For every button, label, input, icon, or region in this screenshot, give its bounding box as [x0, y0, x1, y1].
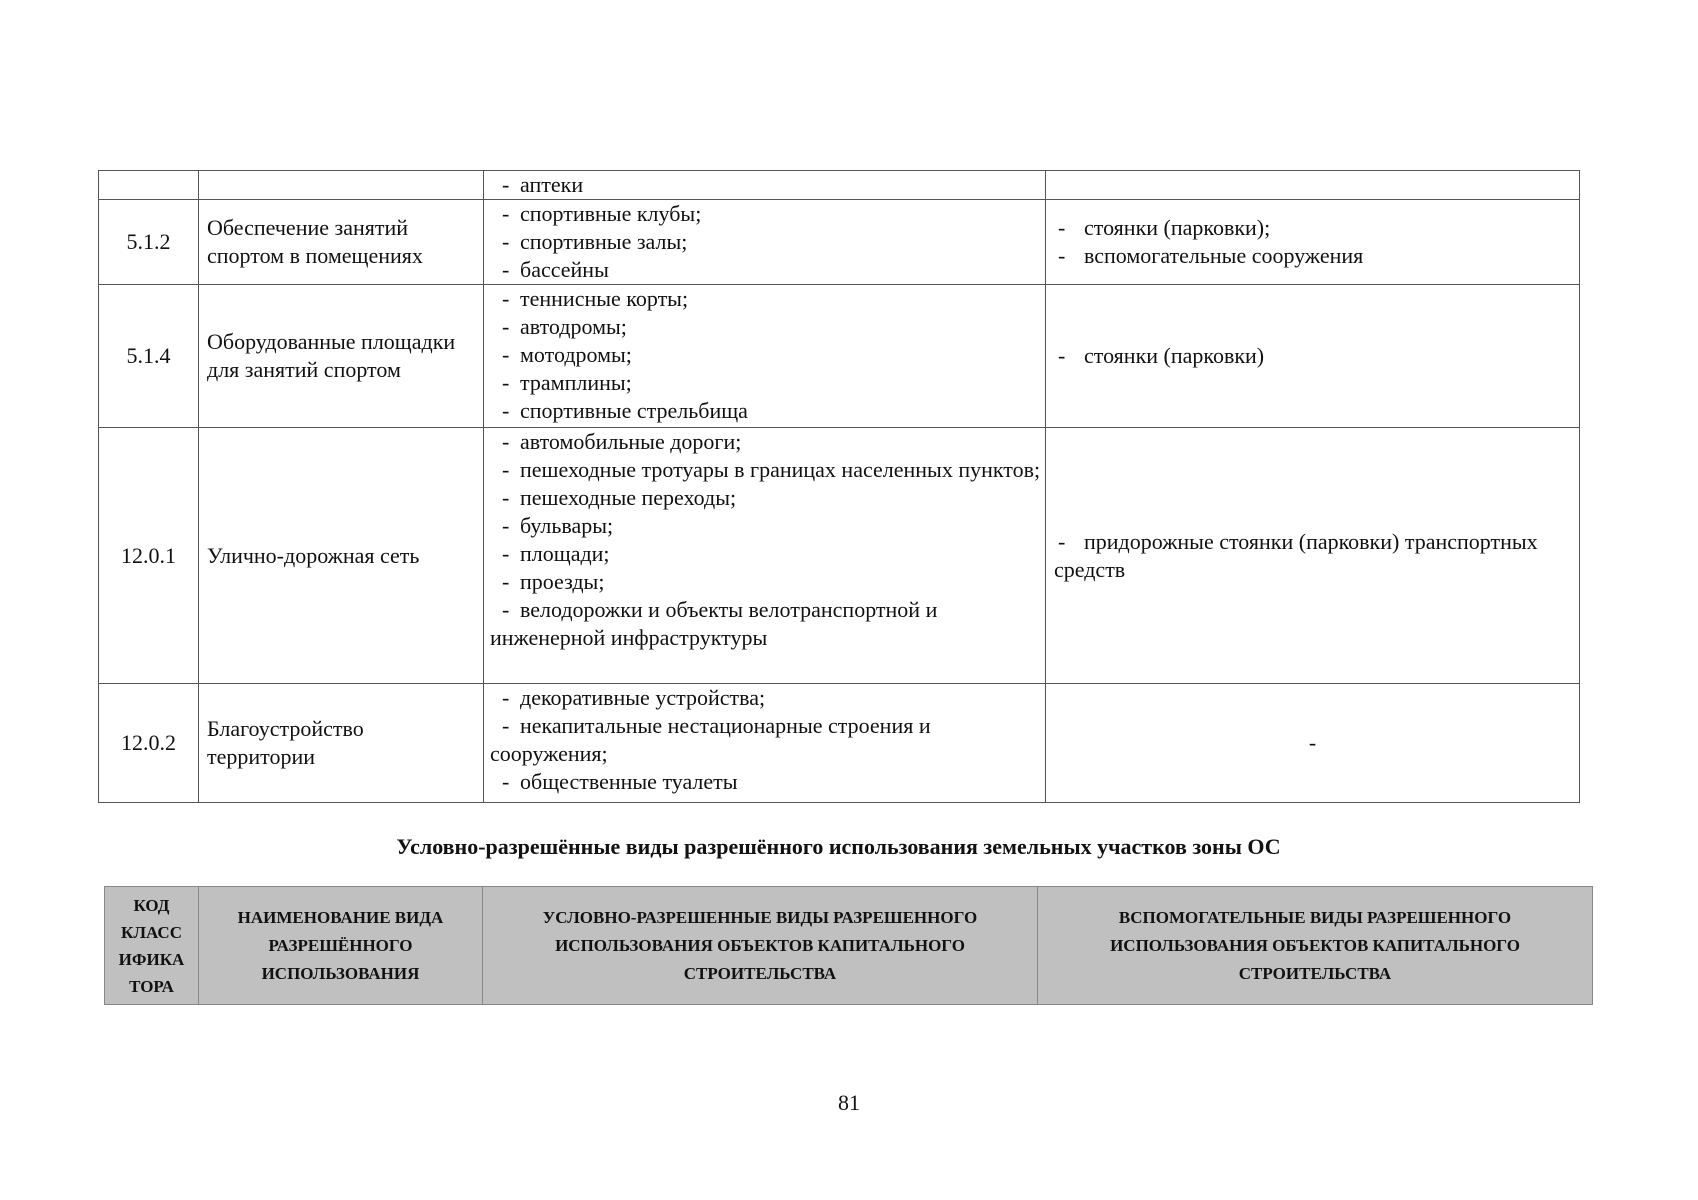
main-use-item [490, 684, 1041, 712]
row-code: 5.1.4 [99, 285, 199, 428]
list-dash: - [502, 370, 510, 395]
main-use-item [490, 313, 1041, 341]
list-dash: - [1058, 215, 1066, 240]
main-use-text: спортивные стрельбища [520, 398, 748, 423]
main-use-text: пешеходные тротуары в границах населенных пунктов; [520, 457, 1041, 482]
main-use-item [490, 512, 1041, 540]
main-use-text: некапитальные нестационарные строения и сооружения; [490, 713, 931, 766]
main-use-item [490, 200, 1041, 228]
main-use-item [490, 285, 1041, 313]
list-dash: - [502, 286, 510, 311]
aux-use-text: придорожные стоянки (парковки) транспортных средств [1054, 528, 1538, 582]
list-dash: - [502, 342, 510, 367]
main-use-item [490, 369, 1041, 397]
list-dash: - [502, 513, 510, 538]
main-use-item [490, 256, 1041, 284]
table-row [99, 285, 1580, 428]
aux-use-text: стоянки (парковки); [1084, 215, 1271, 240]
main-use-item [490, 341, 1041, 369]
main-use-item [490, 712, 1041, 768]
header-code [105, 887, 199, 1005]
row-use-name: Оборудованные площадки для занятий спортом [199, 285, 484, 428]
main-use-item [490, 768, 1041, 796]
list-dash: - [502, 398, 510, 423]
header-code-line: КЛАСС [121, 922, 182, 942]
main-use-text: автомобильные дороги; [520, 429, 742, 454]
row-aux-uses: - [1046, 684, 1580, 803]
main-use-item [490, 428, 1041, 456]
row-code: 12.0.2 [99, 684, 199, 803]
aux-use-item [1054, 528, 1571, 584]
row-aux-uses [1046, 285, 1580, 428]
main-use-text: автодромы; [520, 314, 627, 339]
main-use-item [490, 596, 1041, 652]
row-aux-uses [1046, 200, 1580, 285]
main-use-text: теннисные корты; [520, 286, 689, 311]
header-row [105, 887, 1593, 1005]
list-dash: - [502, 769, 510, 794]
main-use-text: велодорожки и объекты велотранспортной и инженерной инфраструктуры [490, 597, 938, 650]
header-main-uses: УСЛОВНО-РАЗРЕШЕННЫЕ ВИДЫ РАЗРЕШЕННОГО ИСПОЛЬЗОВАНИЯ ОБЪЕКТОВ КАПИТАЛЬНОГО СТРОИТЕЛЬСТВА [483, 887, 1038, 1005]
main-use-item [490, 228, 1041, 256]
list-dash: - [1058, 528, 1066, 554]
main-use-text: декоративные устройства; [520, 685, 766, 710]
table-row [99, 200, 1580, 285]
main-use-text: мотодромы; [520, 342, 632, 367]
main-use-text: бассейны [520, 257, 609, 282]
conditional-use-table-header [104, 886, 1593, 1005]
row-code [99, 171, 199, 200]
page-number: 81 [838, 1090, 860, 1115]
list-dash: - [1058, 243, 1066, 268]
row-code: 12.0.1 [99, 428, 199, 684]
main-use-text: спортивные клубы; [520, 201, 702, 226]
aux-use-item [1054, 342, 1571, 370]
main-use-item [490, 484, 1041, 512]
list-dash: - [502, 713, 510, 738]
row-main-uses [484, 171, 1046, 200]
row-use-name: Улично-дорожная сеть [199, 428, 484, 684]
main-use-text: спортивные залы; [520, 229, 688, 254]
row-aux-uses [1046, 428, 1580, 684]
main-use-text: бульвары; [520, 513, 614, 538]
row-aux-uses [1046, 171, 1580, 200]
main-use-text: площади; [520, 541, 610, 566]
list-dash: - [502, 257, 510, 282]
row-main-uses [484, 428, 1046, 684]
land-use-table-body [99, 171, 1580, 803]
section-heading: Условно-разрешённые виды разрешённого использования земельных участков зоны ОС [396, 834, 1281, 859]
aux-use-text: стоянки (парковки) [1084, 343, 1265, 368]
header-code-line: ТОРА [129, 976, 174, 996]
main-use-text: общественные туалеты [520, 769, 738, 794]
header-name: НАИМЕНОВАНИЕ ВИДА РАЗРЕШЁННОГО ИСПОЛЬЗОВАНИЯ [199, 887, 483, 1005]
aux-use-item [1054, 214, 1571, 242]
row-use-name [199, 171, 484, 200]
row-use-name: Благоустройство территории [199, 684, 484, 803]
list-dash: - [502, 685, 510, 710]
row-main-uses [484, 684, 1046, 803]
table-row [99, 428, 1580, 684]
header-code-line: ИФИКА [118, 949, 185, 969]
list-dash: - [502, 485, 510, 510]
list-dash: - [502, 201, 510, 226]
table-row [99, 171, 1580, 200]
main-use-text: аптеки [520, 172, 584, 197]
header-code-line: КОД [133, 895, 170, 915]
table-row [99, 684, 1580, 803]
main-use-item [490, 568, 1041, 596]
main-use-item [490, 456, 1041, 484]
main-use-item [490, 171, 1041, 199]
row-code: 5.1.2 [99, 200, 199, 285]
aux-use-text: вспомогательные сооружения [1084, 243, 1364, 268]
list-dash: - [502, 569, 510, 594]
main-use-text: трамплины; [520, 370, 632, 395]
list-dash: - [502, 541, 510, 566]
list-dash: - [502, 229, 510, 254]
list-dash: - [502, 172, 510, 197]
row-use-name: Обеспечение занятий спортом в помещениях [199, 200, 484, 285]
list-dash: - [502, 429, 510, 454]
aux-use-item [1054, 242, 1571, 270]
main-use-text: проезды; [520, 569, 605, 594]
header-aux-uses: ВСПОМОГАТЕЛЬНЫЕ ВИДЫ РАЗРЕШЕННОГО ИСПОЛЬЗОВАНИЯ ОБЪЕКТОВ КАПИТАЛЬНОГО СТРОИТЕЛЬСТВА [1038, 887, 1593, 1005]
list-dash: - [502, 457, 510, 482]
row-main-uses [484, 285, 1046, 428]
list-dash: - [1058, 343, 1066, 368]
main-use-text: пешеходные переходы; [520, 485, 737, 510]
main-use-item [490, 540, 1041, 568]
main-use-item [490, 397, 1041, 425]
list-dash: - [502, 314, 510, 339]
row-main-uses [484, 200, 1046, 285]
land-use-table [98, 170, 1580, 803]
list-dash: - [502, 597, 510, 622]
